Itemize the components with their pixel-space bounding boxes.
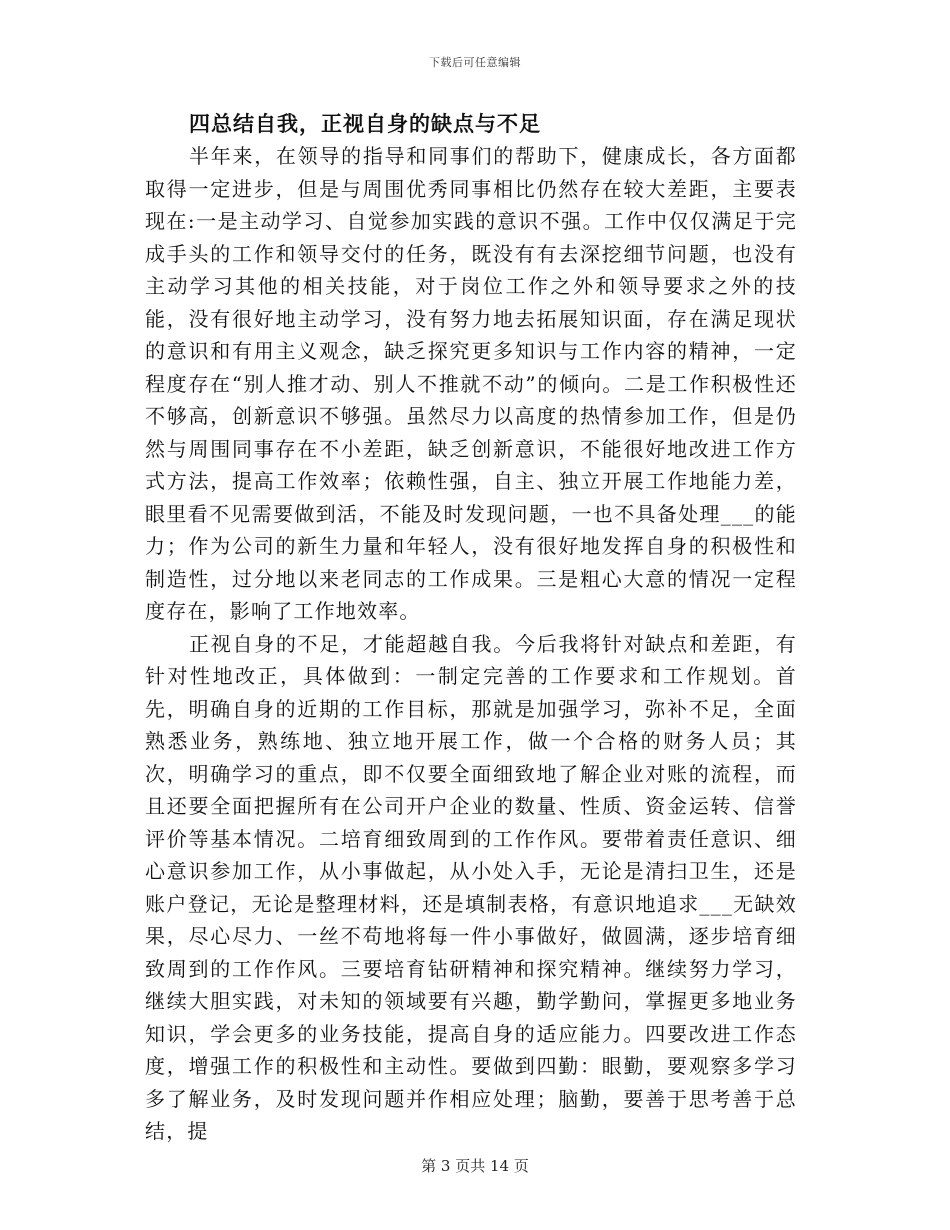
page-header: 下载后可任意编辑 xyxy=(429,56,521,69)
section-heading: 四总结自我，正视自身的缺点与不足 xyxy=(189,111,541,136)
document-body xyxy=(145,108,797,1148)
paragraph-self-review: 半年来，在领导的指导和同事们的帮助下，健康成长，各方面都取得一定进步，但是与周围优秀同事相比仍然存在较大差距，主要表现在:一是主动学习、自觉参加实践的意识不强。工作中仅仅满足于完成手头的工作和领导交付的任务，既没有有去深挖细节问题，也没有主动学习其他的相关技能，对于岗位工作之外和领导要求之外的技能，没有很好地主动学习，没有努力地去拓展知识面，存在满足现状的意识和有用主义观念，缺乏探究更多知识与工作内容的精神，一定程度存在“别人推才动、别人不推就不动”的倾向。二是工作积极性还不够高，创新意识不够强。虽然尽力以高度的热情参加工作，但是仍然与周围同事存在不小差距，缺乏创新意识，不能很好地改进工作方式方法，提高工作效率；依赖性强，自主、独立开展工作地能力差，眼里看不见需要做到活，不能及时发现问题，一也不具备处理___的能力；作为公司的新生力量和年轻人，没有很好地发挥自身的积极性和制造性，过分地以来老同志的工作成果。三是粗心大意的情况一定程度存在，影响了工作地效率。 xyxy=(145,144,797,623)
page-number-footer: 第 3 页共 14 页 xyxy=(421,1157,529,1175)
paragraph-improvement-plan: 正视自身的不足，才能超越自我。今后我将针对缺点和差距，有针对性地改正，具体做到：一制定完善的工作要求和工作规划。首先，明确自身的近期的工作目标，那就是加强学习，弥补不足，全面熟悉业务，熟练地、独立地开展工作，做一个合格的财务人员；其次，明确学习的重点，即不仅要全面细致地了解企业对账的流程，而且还要全面把握所有在公司开户企业的数量、性质、资金运转、信誉评价等基本情况。二培育细致周到的工作作风。要带着责任意识、细心意识参加工作，从小事做起，从小处入手，无论是清扫卫生，还是账户登记，无论是整理材料，还是填制表格，有意识地追求___无缺效果，尽心尽力、一丝不苟地将每一件小事做好，做圆满，逐步培育细致周到的工作作风。三要培育钻研精神和探究精神。继续努力学习，继续大胆实践，对未知的领域要有兴趣，勤学勤问，掌握更多地业务知识，学会更多的业务技能，提高自身的适应能力。四要改进工作态度，增强工作的积极性和主动性。要做到四勤：眼勤，要观察多学习多了解业务，及时发现问题并作相应处理；脑勤，要善于思考善于总结，提 xyxy=(145,631,797,1143)
